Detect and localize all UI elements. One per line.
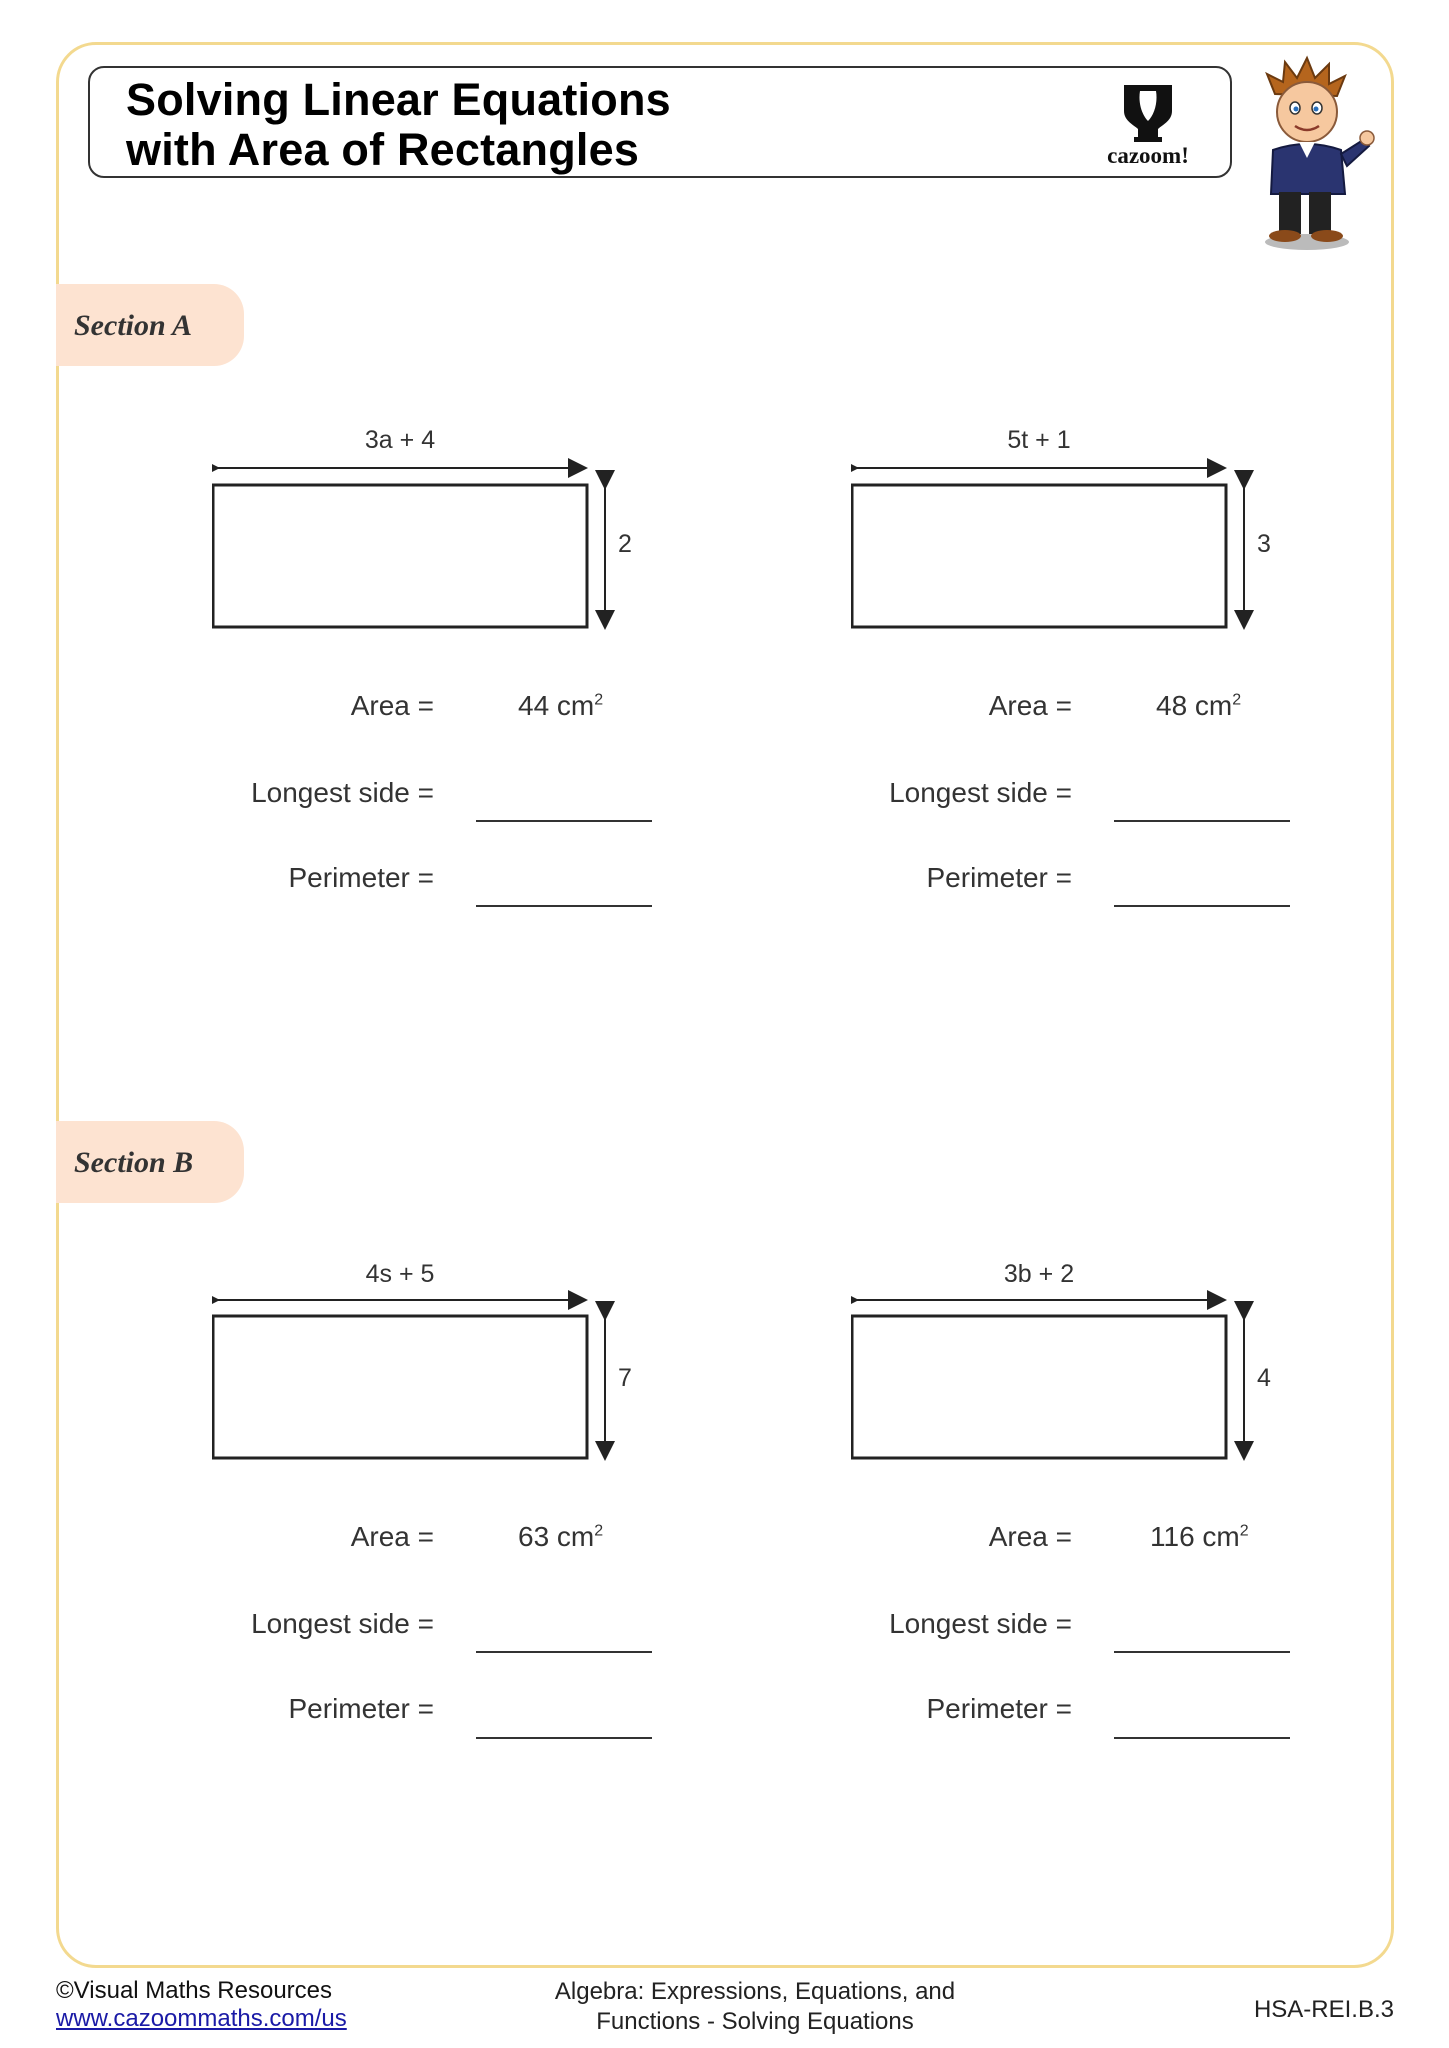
title-line-2: with Area of Rectangles [126,124,640,175]
width-label: 3a + 4 [364,426,436,454]
rectangle-diagram [212,430,712,640]
section-a-label: Section A [74,309,193,342]
longest-side-answer-line[interactable] [1114,1651,1290,1653]
longest-side-label: Longest side = [251,777,434,808]
problem-b2 [851,1260,1351,1764]
topic-line-2: Functions - Solving Equations [596,2008,914,2035]
title-box [88,66,1232,178]
perimeter-label: Perimeter = [288,1693,434,1724]
area-label: Area = [988,690,1072,721]
perimeter-label: Perimeter = [926,862,1072,893]
rectangle-diagram [851,430,1351,640]
longest-side-label: Longest side = [889,1608,1072,1639]
problem-b1 [212,1260,712,1764]
copyright-text: ©Visual Maths Resources [56,1977,333,2004]
rectangle-diagram [212,1264,712,1474]
height-label: 7 [618,1364,632,1392]
problem-a2 [851,426,1351,930]
height-label: 4 [1257,1364,1271,1392]
topic-line-1: Algebra: Expressions, Equations, and [554,1978,956,2005]
logo-text: cazoom! [1107,143,1189,168]
longest-side-label: Longest side = [889,777,1072,808]
title-line-1: Solving Linear Equations [126,74,671,125]
area-label: Area = [350,690,434,721]
width-label: 3b + 2 [1003,1260,1075,1288]
longest-side-answer-line[interactable] [476,1651,652,1653]
perimeter-label: Perimeter = [926,1693,1072,1724]
section-a-tab [56,284,244,366]
height-label: 2 [618,530,632,558]
area-value: 44 $cm^2$ [518,690,604,721]
section-b-label: Section B [74,1146,194,1179]
perimeter-label: Perimeter = [288,862,434,893]
area-label: Area = [350,1521,434,1552]
width-label: 4s + 5 [365,1260,435,1288]
area-label: Area = [988,1521,1072,1552]
standard-code: HSA-REI.B.3 [1253,1996,1394,2023]
vase-icon [1094,77,1202,143]
website-link[interactable]: www.cazoommaths.com/us [56,2005,347,2032]
area-value: 63 $cm^2$ [518,1521,604,1552]
perimeter-answer-line[interactable] [476,905,652,907]
width-label: 5t + 1 [1007,426,1071,454]
perimeter-answer-line[interactable] [1114,905,1290,907]
longest-side-label: Longest side = [251,1608,434,1639]
footer-left [56,1977,347,2033]
perimeter-answer-line[interactable] [1114,1737,1290,1739]
area-value: 48 $cm^2$ [1156,690,1242,721]
rectangle-diagram [851,1264,1351,1474]
longest-side-answer-line[interactable] [1114,820,1290,822]
mascot-boy-icon [1245,54,1375,254]
cazoom-logo [1094,77,1202,169]
footer-topic [520,1977,990,2037]
height-label: 3 [1257,530,1271,558]
area-value: 116 $cm^2$ [1150,1521,1249,1552]
longest-side-answer-line[interactable] [476,820,652,822]
perimeter-answer-line[interactable] [476,1737,652,1739]
problem-a1 [212,426,712,930]
section-b-tab [56,1121,244,1203]
